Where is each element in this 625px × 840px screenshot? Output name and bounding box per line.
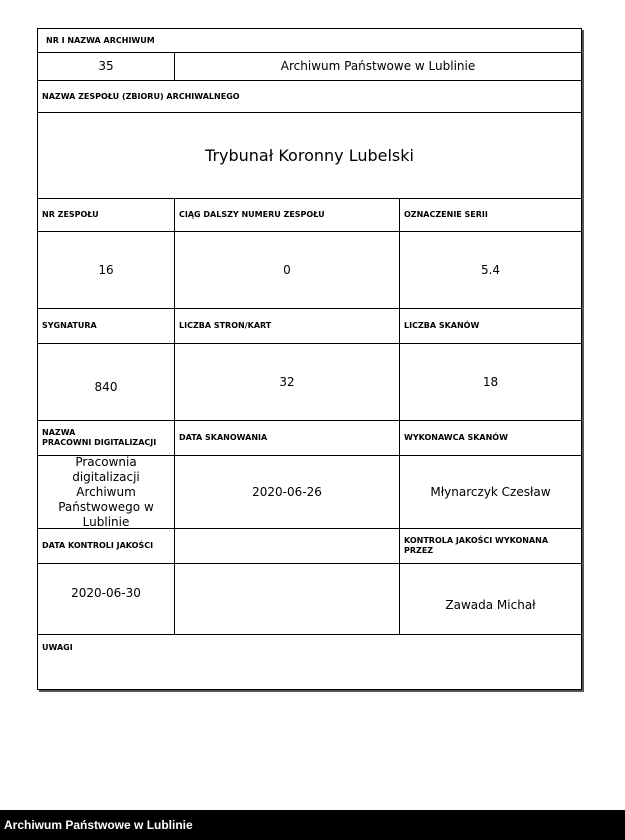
series-label: OZNACZENIE SERII xyxy=(400,199,582,232)
fonds-name-value: Trybunał Koronny Lubelski xyxy=(38,113,582,199)
remarks-label: UWAGI xyxy=(42,643,73,652)
fonds-number-label: NR ZESPOŁU xyxy=(38,199,175,232)
archive-name: Archiwum Państwowe w Lublinie xyxy=(175,53,582,81)
quality-empty-label xyxy=(175,529,400,564)
footer-bar xyxy=(0,810,625,840)
digitization-lab-label xyxy=(38,421,175,456)
fonds-number-value: 16 xyxy=(38,232,175,309)
metadata-sheet xyxy=(37,28,582,690)
digitization-lab-label-line2: PRACOWNI DIGITALIZACJI xyxy=(42,438,157,447)
pages-count-label: LICZBA STRON/KART xyxy=(175,309,400,344)
signature-label: SYGNATURA xyxy=(38,309,175,344)
pages-count-value: 32 xyxy=(175,344,400,421)
footer-text: Archiwum Państwowe w Lublinie xyxy=(4,818,193,832)
quality-date-label: DATA KONTROLI JAKOŚCI xyxy=(38,529,175,564)
scans-count-label: LICZBA SKANÓW xyxy=(400,309,582,344)
archive-number: 35 xyxy=(38,53,175,81)
scan-date-value: 2020-06-26 xyxy=(175,456,400,529)
fonds-continuation-label: CIĄG DALSZY NUMERU ZESPOŁU xyxy=(175,199,400,232)
scanner-value: Młynarczyk Czesław xyxy=(400,456,582,529)
archive-label: NR I NAZWA ARCHIWUM xyxy=(38,29,582,53)
series-value: 5.4 xyxy=(400,232,582,309)
quality-empty-value xyxy=(175,564,400,635)
scan-date-label: DATA SKANOWANIA xyxy=(175,421,400,456)
digitization-lab-label-line1: NAZWA xyxy=(42,428,76,437)
scans-count-value: 18 xyxy=(400,344,582,421)
fonds-continuation-value: 0 xyxy=(175,232,400,309)
quality-date-value: 2020-06-30 xyxy=(38,564,175,635)
signature-value: 840 xyxy=(38,344,175,421)
digitization-lab-value: Pracownia digitalizacji Archiwum Państwowego w Lublinie xyxy=(38,456,175,529)
fonds-name-label: NAZWA ZESPOŁU (ZBIORU) ARCHIWALNEGO xyxy=(38,81,582,113)
scanner-label: WYKONAWCA SKANÓW xyxy=(400,421,582,456)
quality-by-value: Zawada Michał xyxy=(400,564,582,635)
quality-by-label: KONTROLA JAKOŚCI WYKONANA PRZEZ xyxy=(400,529,582,564)
